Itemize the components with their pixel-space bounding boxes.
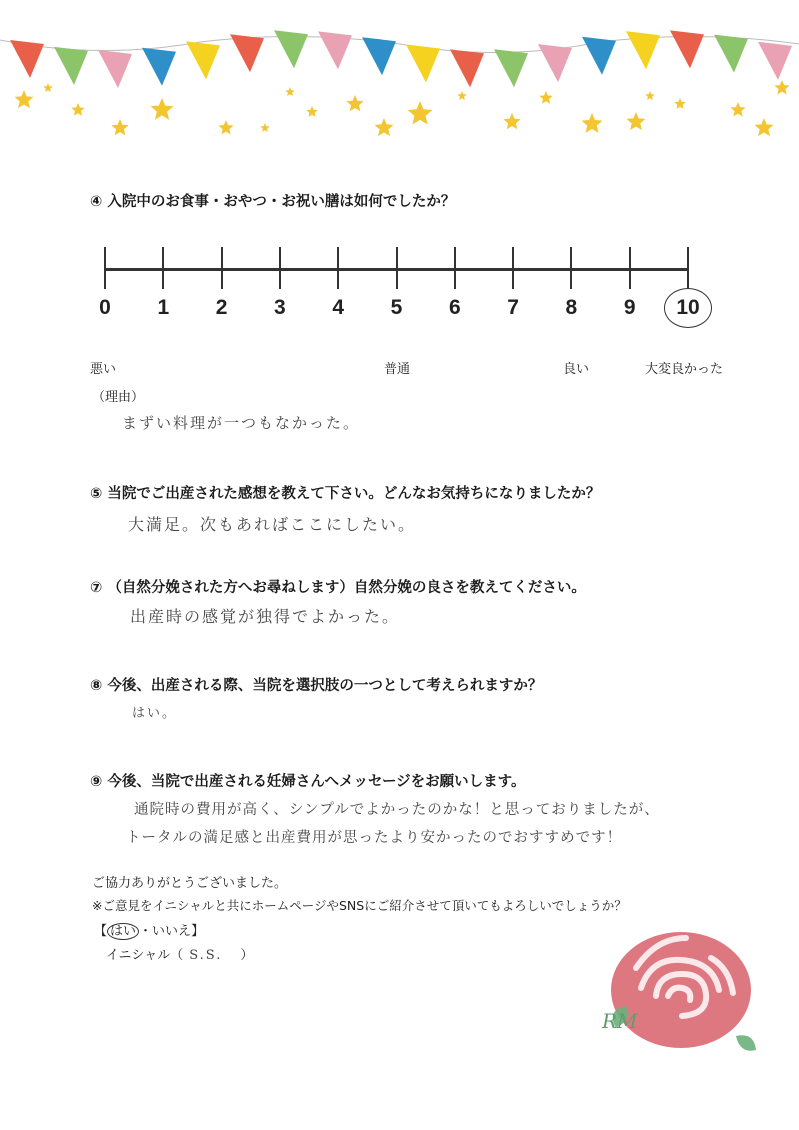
scale-number: 8 (565, 296, 578, 319)
scale-number: 0 (99, 296, 111, 319)
scale-number: 9 (623, 296, 636, 319)
scale-tick (687, 247, 689, 289)
scale-tick (162, 247, 164, 289)
scale-tick (279, 247, 281, 289)
thanks-text: ご協力ありがとうございました。 (92, 876, 288, 891)
bracket-open: 【 (94, 924, 108, 939)
q7-answer: 出産時の感覚が独得でよかった。 (130, 607, 401, 626)
question-5-title: ⑤ 当院でご出産された感想を教えて下さい。どんなお気持ちになりましたか？ (90, 486, 601, 502)
scale-tick (396, 247, 398, 289)
initial-field (106, 944, 253, 963)
question-7-title: ⑦ （自然分娩された方へお尋ねします）自然分娩の良さを教えてください。 (90, 580, 586, 596)
question-8-title: ⑧ 今後、出産される際、当院を選択肢の一つとして考えられますか？ (90, 678, 543, 694)
q5-answer: 大満足。次もあればここにしたい。 (128, 515, 417, 534)
q4-answer: まずい料理が一つもなかった。 (122, 414, 361, 432)
question-9-title: ⑨ 今後、当院で出産される妊婦さんへメッセージをお願いします。 (90, 774, 526, 790)
scale-label-bad: 悪い (90, 362, 117, 377)
scale-label-very-good: 大変良かった (645, 362, 724, 377)
rose-stamp-logo (596, 918, 766, 1063)
consent-no[interactable]: いいえ (152, 924, 192, 939)
scale-number: 1 (157, 296, 170, 319)
scale-label-normal: 普通 (384, 362, 411, 377)
consent-separator: ・ (139, 924, 153, 939)
scale-tick (570, 247, 572, 289)
initial-label: イニシャル（ (106, 948, 184, 963)
consent-options (94, 920, 204, 939)
scale-tick (512, 247, 514, 289)
q9-answer-line1: 通院時の費用が高く、シンプルでよかったのかな！と思っておりましたが、 (134, 802, 660, 818)
scale-number: 3 (274, 296, 286, 319)
scale-label-good: 良い (563, 362, 590, 377)
q8-answer: はい。 (132, 706, 178, 721)
scale-tick (221, 247, 223, 289)
question-4-title: ④ 入院中のお食事・おやつ・お祝い膳は如何でしたか？ (90, 194, 456, 210)
reason-label: （理由） (92, 390, 145, 405)
scale-tick (104, 247, 106, 289)
q9-answer-line2: トータルの満足感と出産費用が思ったより安かったのでおすすめです！ (126, 830, 623, 846)
scale-number: 4 (332, 296, 345, 319)
initial-close: ） (240, 948, 254, 963)
bracket-close: 】 (191, 924, 205, 939)
scale-number: 5 (390, 296, 403, 319)
consent-yes[interactable]: はい (107, 923, 139, 940)
scale-number: 7 (507, 296, 519, 319)
scale-number: 2 (215, 296, 228, 319)
selected-circle (664, 288, 712, 328)
rating-scale (0, 0, 799, 400)
initial-value: S.S. (189, 948, 223, 963)
scale-number: 10 (676, 296, 700, 319)
scale-number: 6 (448, 296, 461, 319)
stamp-letters: RM (602, 1009, 638, 1033)
scale-tick (454, 247, 456, 289)
scale-tick (629, 247, 631, 289)
scale-tick (337, 247, 339, 289)
consent-question: ※ご意見をイニシャルと共にホームページやSNSにご紹介させて頂いてもよろしいでしょうか？ (92, 898, 627, 913)
